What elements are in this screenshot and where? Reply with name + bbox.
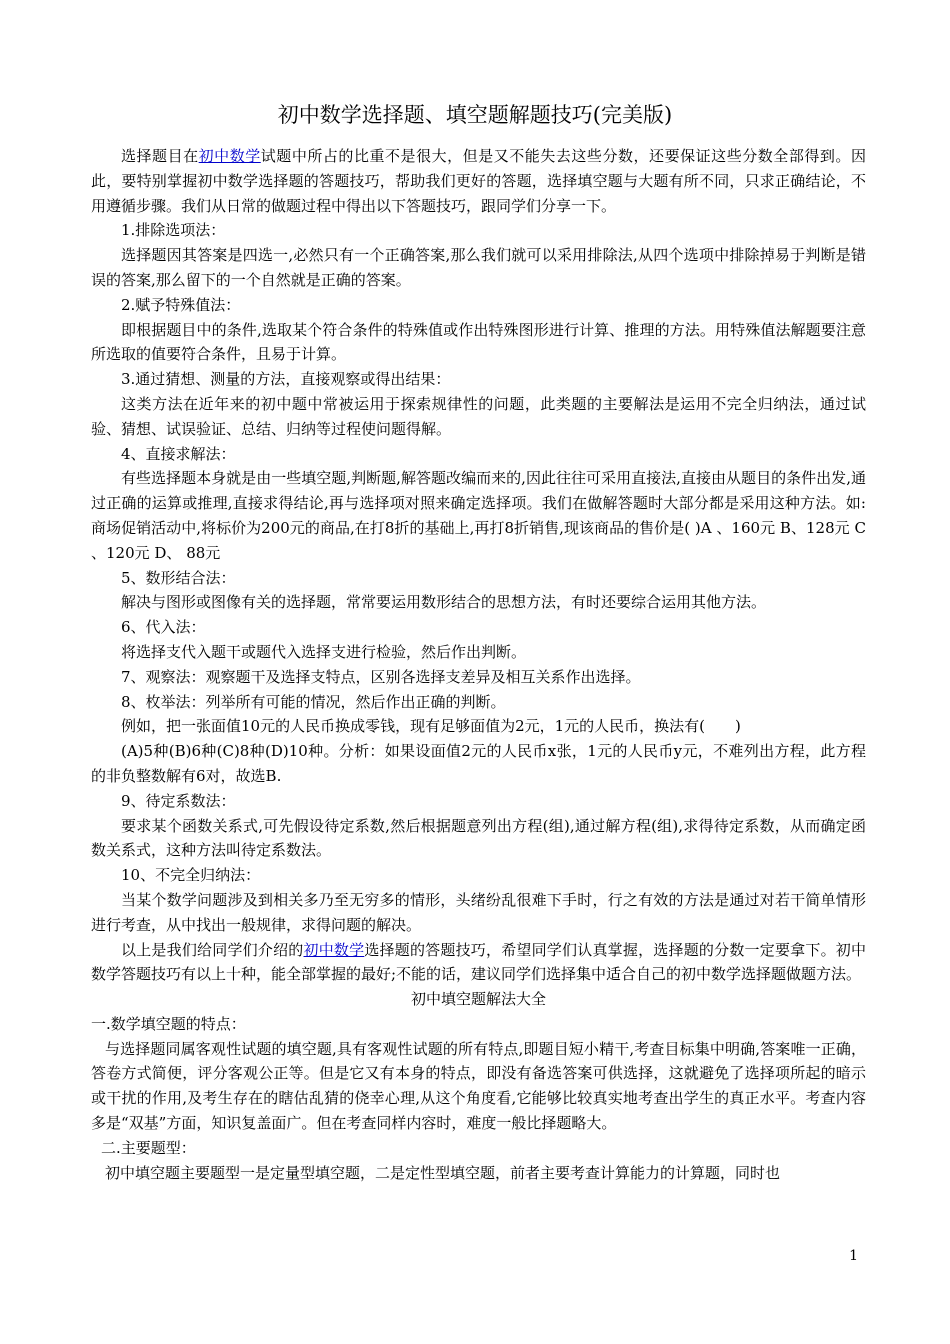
- method-6-body: 将选择支代入题干或题代入选择支进行检验，然后作出判断。: [121, 642, 527, 661]
- method-8-example-options: (A)5种(B)6种(C)8种(D)10种。分析：如果设面值2元的人民币x张，1元的人民币y元，不难列出方程，此方程的非负整数解有6对，故选B.: [91, 742, 866, 785]
- method-2-heading: 2.赋予特殊值法：: [121, 295, 241, 314]
- method-9-heading: 9、待定系数法：: [121, 791, 236, 810]
- part-2-heading: 二.主要题型：: [101, 1138, 196, 1157]
- section-2-title: 初中填空题解法大全: [410, 990, 546, 1009]
- part-1-heading: 一.数学填空题的特点：: [91, 1014, 246, 1033]
- method-2-body: 即根据题目中的条件,选取某个符合条件的特殊值或作出特殊图形进行计算、推理的方法。用特殊值法解题要注意所选取的值要符合条件，且易于计算。: [91, 320, 866, 364]
- method-3-body: 这类方法在近年来的初中题中常被运用于探索规律性的问题，此类题的主要解法是运用不完全归纳法，通过试验、猜想、试误验证、总结、归纳等过程使问题得解。: [91, 394, 866, 438]
- document-body: [91, 144, 866, 1185]
- intro-text-start: 选择题目在: [121, 147, 199, 165]
- conclusion-text-end: 选择题的答题技巧，希望同学们认真掌握，选择题的分数一定要拿下。初中数学答题技巧有以上十种，能全部掌握的最好;不能的话，建议同学们选择集中适合自己的初中数学选择题做题方法。: [91, 940, 866, 984]
- part-1-body: 与选择题同属客观性试题的填空题,具有客观性试题的所有特点,即题目短小精干,考查目标集中明确,答案唯一正确，答卷方式简便，评分客观公正等。但是它又有本身的特点，即没有备选答案可供选择，这就避免了选择项所起的暗示或干扰的作用,及考生存在的瞎估乱猜的侥幸心理,从这个角度看,它能够比较真实地考查出学生的真正水平。考查内容多是“双基”方面，知识复盖面广。但在考查同样内容时，难度一般比择题略大。: [91, 1039, 866, 1133]
- method-10-body: 当某个数学问题涉及到相关多乃至无穷多的情形，头绪纷乱很难下手时，行之有效的方法是通过对若干简单情形进行考查，从中找出一般规律，求得问题的解决。: [91, 890, 866, 934]
- method-1-heading: 1.排除选项法：: [121, 221, 226, 240]
- method-7-text: 7、观察法：观察题干及选择支特点，区别各选择支差异及相互关系作出选择。: [121, 667, 641, 686]
- method-4-heading: 4、直接求解法：: [121, 444, 236, 463]
- method-1-body: 选择题因其答案是四选一,必然只有一个正确答案,那么我们就可以采用排除法,从四个选项中排除掉易于判断是错误的答案,那么留下的一个自然就是正确的答案。: [91, 246, 866, 289]
- math-link-2[interactable]: 初中数学: [303, 940, 365, 959]
- method-4-body: 有些选择题本身就是由一些填空题,判断题,解答题改编而来的,因此往往可采用直接法,直接由从题目的条件出发,通过正确的运算或推理,直接求得结论,再与选择项对照来确定选择项。我们在做解答题时大部分都是采用这种方法。如:商场促销活动中,将标价为200元的商品,在打8折的基础上,再打8折销售,现该商品的售价是( )A 、160元 B、128元 C 、120元 D、 88元: [91, 469, 866, 562]
- method-10-heading: 10、不完全归纳法：: [121, 866, 261, 885]
- method-8-example: 例如，把一张面值10元的人民币换成零钱，现有足够面值为2元，1元的人民币，换法有( ): [121, 717, 741, 736]
- method-8-text: 8、枚举法：列举所有可能的情况，然后作出正确的判断。: [121, 692, 506, 711]
- math-link[interactable]: 初中数学: [198, 147, 261, 165]
- method-6-heading: 6、代入法：: [121, 618, 206, 637]
- method-9-body: 要求某个函数关系式,可先假设待定系数,然后根据题意列出方程(组),通过解方程(组),求得待定系数，从而确定函数关系式，这种方法叫待定系数法。: [91, 816, 866, 860]
- intro-text-end: 试题中所占的比重不是很大，但是又不能失去这些分数，还要保证这些分数全部得到。因此，要特别掌握初中数学选择题的答题技巧，帮助我们更好的答题，选择填空题与大题有所不同，只求正确结论，不用遵循步骤。我们从日常的做题过程中得出以下答题技巧，跟同学们分享一下。: [91, 147, 866, 215]
- method-5-heading: 5、数形结合法：: [121, 568, 236, 587]
- conclusion-paragraph: [91, 938, 866, 988]
- intro-paragraph: [91, 144, 866, 218]
- conclusion-text-start: 以上是我们给同学们介绍的: [121, 940, 304, 959]
- page-number: 1: [849, 1248, 858, 1264]
- method-3-heading: 3.通过猜想、测量的方法，直接观察或得出结果：: [121, 370, 451, 389]
- method-5-body: 解决与图形或图像有关的选择题，常常要运用数形结合的思想方法，有时还要综合运用其他方法。: [121, 593, 767, 612]
- document-title: 初中数学选择题、填空题解题技巧(完美版): [277, 103, 673, 127]
- part-2-body: 初中填空题主要题型一是定量型填空题，二是定性型填空题，前者主要考查计算能力的计算题，同时也: [105, 1163, 781, 1182]
